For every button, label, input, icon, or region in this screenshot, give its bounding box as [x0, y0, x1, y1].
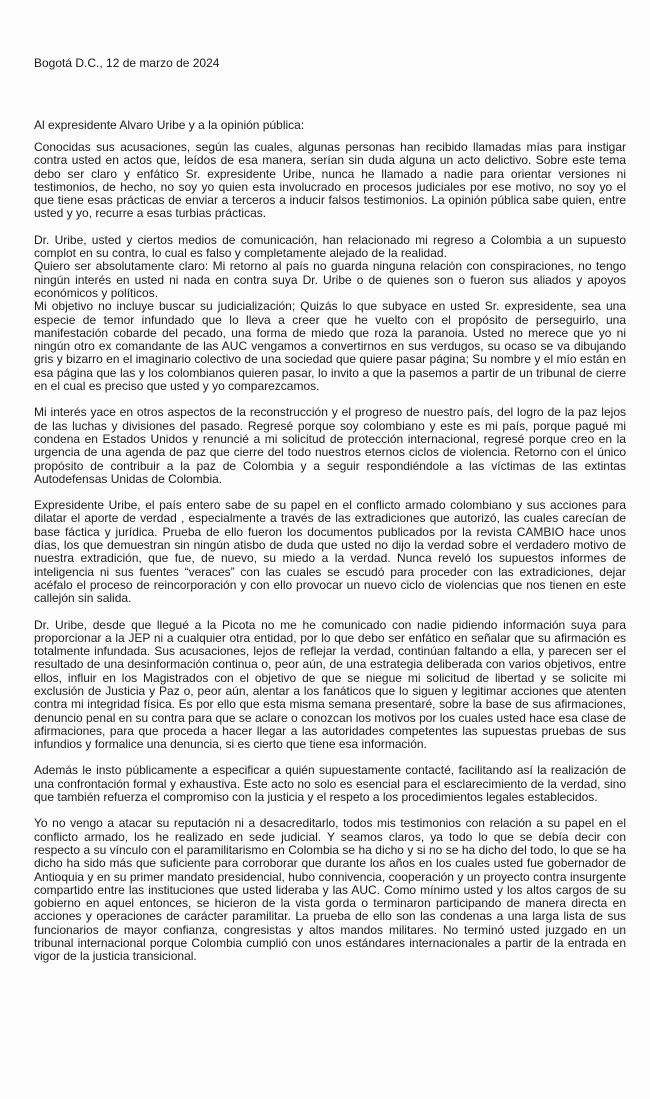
paragraph-extraditions: Expresidente Uribe, el país entero sabe de su papel en el conflicto armado colombiano y sus acciones para dilatar el aporte de verdad , especialmente a través de las extradiciones que autorizó, las cuales carecían de base fáctica y jurídica. Prueba de ello fueron los documentos publicados por la revista CAMBIO hace unos días, los que demuestran sin ningún atisbo de duda que usted no dijo la verdad sobre el verdadero motivo de nuestra extradición, que fue, de nuevo, su miedo a la verdad. Nunca reveló los supuestos informes de inteligencia ni sus fuentes “veraces” con las cuales se escudó para proceder con las extradiciones, dejar acéfalo el proceso de reincorporación y con ello provocar un nuevo ciclo de violencias que nos tienen en este callejón sin salida.	[34, 498, 626, 606]
salutation: Al expresidente Alvaro Uribe y a la opinión pública:	[34, 118, 305, 132]
paragraph-picota: Dr. Uribe, desde que llegué a la Picota no me he comunicado con nadie pidiendo información suya para proporcionar a la JEP ni a cualquier otra entidad, por lo que debo ser enfático en señalar que su afirmación es totalmente infundada. Sus acusaciones, lejos de reflejar la verdad, continúan faltando a ella, y parecen ser el resultado de una desinformación continua o, peor aún, de una estrategia deliberada con varios objetivos, entre ellos, influir en los Magistrados con el objetivo de que se niegue mi solicitud de libertad y se solicite mi exclusión de Justicia y Paz o, peor aún, alentar a los fanáticos que lo siguen y legitimar acciones que atenten contra mi integridad física. Es por ello que esta misma semana presentaré, sobre la base de sus afirmaciones, denuncio penal en su contra para que se aclare o conozcan los motivos por los cuales usted hace esa clase de afirmaciones, para que proceda a hacer llegar a las autoridades competentes las supuestas pruebas de sus infundios y formalice una denuncia, si es cierto que tiene esa información.	[34, 617, 626, 752]
paragraph-return-complot: Dr. Uribe, usted y ciertos medios de comunicación, han relacionado mi regreso a Colombia a un supuesto complot en su contra, lo cual es falso y completamente alejado de la realidad.	[34, 232, 626, 261]
paragraph-confrontation: Además le insto públicamente a especificar a quién supuestamente contacté, facilitando así la realización de una confrontación formal y exhaustiva. Este acto no solo es esencial para el esclarecimiento de la verdad, sino que también refuerza el compromiso con la justicia y el respeto a los procedimientos legales establecidos.	[34, 763, 626, 805]
paragraph-objective: Mi objetivo no incluye buscar su judicialización; Quizás lo que subyace en usted Sr. expresidente, sea una especie de temor infundado que lo lleva a creer que he vuelto con el propósito de perseguirlo, una manifestación cobarde del pecado, una forma de miedo que roza la paranoia. Usted no merece que yo ni ningún otro ex comandante de las AUC vengamos a convertirnos en sus verdugos, su ocaso se va dibujando gris y bizarro en el imaginario colectivo de una sociedad que quiere pasar página; Su nombre y el mío están en esa página que las y los colombianos quieren pasar, lo invito a que la pasemos a partir de un tribunal de cierre en el cual es preciso que usted y yo comparezcamos.	[34, 299, 626, 394]
date-line: Bogotá D.C., 12 de marzo de 2024	[34, 56, 220, 70]
letter-body	[34, 141, 626, 977]
paragraph-accusations: Conocidas sus acusaciones, según las cuales, algunas personas han recibido llamadas mías para instigar contra usted en actos que, leídos de esa manera, serían sin duda alguna un acto delictivo. Sobre este tema debo ser claro y enfático Sr. expresidente Uribe, nunca he llamado a nadie para orientar versiones ni testimonios, de hecho, no soy yo quien esta involucrado en procesos judiciales por ese motivo, no soy yo el que tiene esas prácticas de enviar a terceros a inducir falsos testimonios. La opinión pública sabe quien, entre usted y yo, recurre a esas turbias prácticas.	[34, 140, 626, 221]
paragraph-reputation: Yo no vengo a atacar su reputación ni a desacreditarlo, todos mis testimonios con relación a su papel en el conflicto armado, los he realizado en sede judicial. Y seamos claros, ya todo lo que se debía decir con respecto a su vínculo con el paramilitarismo en Colombia se ha dicho y si no se ha dicho del todo, lo que se ha dicho ha sido más que suficiente para corroborar que durante los años en los cuales usted fue gobernador de Antioquia y en su primer mandato presidencial, hubo connivencia, cooperación y un proyecto contra insurgente compartido entre las instituciones que usted lideraba y las AUC. Como mínimo usted y los altos cargos de su gobierno en aquel entonces, se hicieron de la vista gorda o terminaron participando de manera directa en acciones y operaciones de carácter paramilitar. La prueba de ello son las condenas a una larga lista de sus funcionarios de mayor confianza, congresistas y altos mandos militares. No terminó usted juzgado en un tribunal internacional porque Colombia cumplió con unos estándares internacionales a partir de la entrada en vigor de la justicia transicional.	[34, 816, 626, 964]
paragraph-interest: Mi interés yace en otros aspectos de la reconstrucción y el progreso de nuestro país, del logro de la paz lejos de las luchas y divisiones del pasado. Regresé porque soy colombiano y este es mi país, porque pagué mi condena en Estados Unidos y renuncié a mi solicitud de protección internacional, regresé porque creo en la urgencia de una agenda de paz que cierre del todo nuestros eternos ciclos de violencia. Retorno con el único propósito de contribuir a la paz de Colombia y a seguir respondiéndole a las víctimas de las extintas Autodefensas Unidas de Colombia.	[34, 405, 626, 486]
paragraph-clarification: Quiero ser absolutamente claro: Mi retorno al país no guarda ninguna relación con conspiraciones, no tengo ningún interés en usted ni nada en contra suya Dr. Uribe o de quienes son o fueron sus aliados y apoyos económicos y políticos.	[34, 259, 626, 300]
